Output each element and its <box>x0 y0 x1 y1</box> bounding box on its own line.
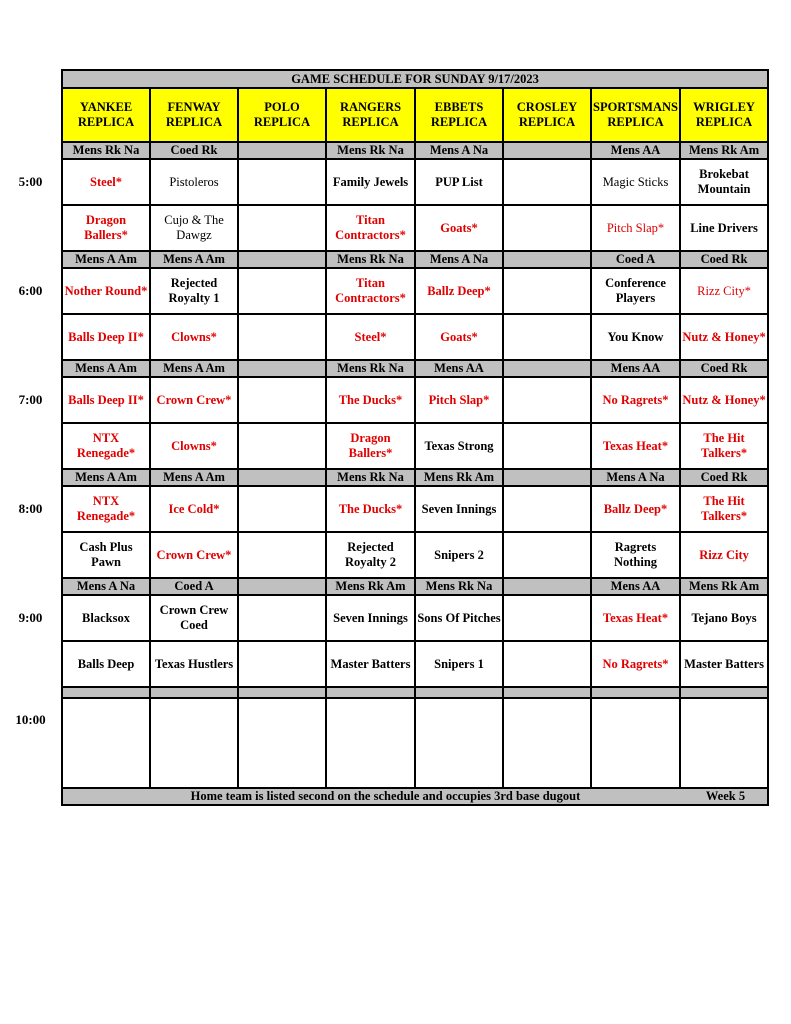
field-name: YANKEE <box>79 100 133 114</box>
field-header-ebbets <box>415 88 503 142</box>
division-row <box>62 251 768 268</box>
division-label: Coed Rk <box>150 142 238 159</box>
team-away: Nutz & Honey* <box>680 377 768 423</box>
time-label: 7:00 <box>18 392 43 407</box>
team-away: PUP List <box>415 159 503 205</box>
team-home: NTX Renegade* <box>62 423 150 469</box>
team-home: Texas Hustlers <box>150 641 238 687</box>
division-label <box>238 578 326 595</box>
division-row <box>62 360 768 377</box>
time-label: 5:00 <box>18 174 43 189</box>
empty-cell <box>238 268 326 314</box>
empty-cell <box>503 377 591 423</box>
game-row-away <box>62 595 768 641</box>
empty-cell <box>591 698 680 788</box>
team-away: The Hit Talkers* <box>680 486 768 532</box>
division-label <box>503 578 591 595</box>
title-row <box>62 70 768 88</box>
empty-cell <box>503 268 591 314</box>
division-label: Coed A <box>150 578 238 595</box>
time-label: 10:00 <box>15 712 46 727</box>
team-away: Crown Crew Coed <box>150 595 238 641</box>
division-label: Coed A <box>591 251 680 268</box>
division-label <box>238 687 326 698</box>
division-label <box>591 687 680 698</box>
division-row <box>62 578 768 595</box>
division-label: Mens Rk Am <box>415 469 503 486</box>
team-away: The Ducks* <box>326 486 415 532</box>
game-row-home <box>62 532 768 578</box>
team-home: Clowns* <box>150 314 238 360</box>
team-home: Dragon Ballers* <box>62 205 150 251</box>
team-home: Line Drivers <box>680 205 768 251</box>
empty-cell <box>503 159 591 205</box>
team-away: Pitch Slap* <box>415 377 503 423</box>
division-label: Mens Rk Am <box>680 142 768 159</box>
empty-cell <box>415 698 503 788</box>
team-away: Seven Innings <box>326 595 415 641</box>
division-label <box>326 687 415 698</box>
team-away: Nother Round* <box>62 268 150 314</box>
game-row-home <box>62 314 768 360</box>
team-home: Master Batters <box>680 641 768 687</box>
field-header-yankee <box>62 88 150 142</box>
team-home: Titan Contractors* <box>326 205 415 251</box>
team-away: Ice Cold* <box>150 486 238 532</box>
division-label: Mens Rk Na <box>326 469 415 486</box>
team-away: Seven Innings <box>415 486 503 532</box>
division-label: Coed Rk <box>680 469 768 486</box>
field-sub: REPLICA <box>165 115 223 129</box>
team-away: Magic Sticks <box>591 159 680 205</box>
field-sub: REPLICA <box>342 115 399 129</box>
empty-cell <box>503 205 591 251</box>
team-home: Goats* <box>415 314 503 360</box>
field-name: RANGERS <box>339 100 402 114</box>
field-header-polo <box>238 88 326 142</box>
team-home: Cujo & The Dawgz <box>150 205 238 251</box>
team-home: Balls Deep <box>62 641 150 687</box>
team-home: Cash Plus Pawn <box>62 532 150 578</box>
empty-cell <box>238 641 326 687</box>
game-row-home <box>62 641 768 687</box>
division-label: Mens Rk Am <box>326 578 415 595</box>
field-name: POLO <box>264 100 300 114</box>
team-away: No Ragrets* <box>591 377 680 423</box>
division-label: Mens Rk Am <box>680 578 768 595</box>
division-row <box>62 469 768 486</box>
team-away: Tejano Boys <box>680 595 768 641</box>
team-home: No Ragrets* <box>591 641 680 687</box>
team-home: Snipers 1 <box>415 641 503 687</box>
empty-cell <box>238 314 326 360</box>
field-header-crosley <box>503 88 591 142</box>
field-name: SPORTSMANS <box>593 100 678 114</box>
footer-cell <box>62 788 768 805</box>
division-label: Mens A Am <box>62 251 150 268</box>
team-away: Blacksox <box>62 595 150 641</box>
team-home: Goats* <box>415 205 503 251</box>
team-away: Brokebat Mountain <box>680 159 768 205</box>
game-row-away <box>62 377 768 423</box>
team-home: Texas Strong <box>415 423 503 469</box>
field-name: FENWAY <box>167 100 221 114</box>
field-header-rangers <box>326 88 415 142</box>
field-header-fenway <box>150 88 238 142</box>
division-label <box>503 687 591 698</box>
empty-cell <box>238 423 326 469</box>
team-home: Clowns* <box>150 423 238 469</box>
division-label <box>503 142 591 159</box>
division-label: Mens A Na <box>591 469 680 486</box>
division-label: Mens A Am <box>62 360 150 377</box>
team-home: Steel* <box>326 314 415 360</box>
team-away: Crown Crew* <box>150 377 238 423</box>
empty-cell <box>238 159 326 205</box>
game-row-home <box>62 423 768 469</box>
field-header-row <box>62 88 768 142</box>
empty-cell <box>503 314 591 360</box>
field-header-wrigley <box>680 88 768 142</box>
division-label: Mens A Na <box>415 251 503 268</box>
division-label: Coed Rk <box>680 360 768 377</box>
team-home: Master Batters <box>326 641 415 687</box>
division-label: Mens Rk Na <box>62 142 150 159</box>
division-label <box>150 687 238 698</box>
division-label: Mens AA <box>591 360 680 377</box>
time-label: 8:00 <box>18 501 43 516</box>
team-away: Sons Of Pitches <box>415 595 503 641</box>
team-away: Family Jewels <box>326 159 415 205</box>
division-row <box>62 687 768 698</box>
empty-cell <box>238 595 326 641</box>
empty-cell <box>503 532 591 578</box>
division-label: Mens A Am <box>62 469 150 486</box>
field-sub: REPLICA <box>430 115 488 129</box>
empty-cell <box>680 698 768 788</box>
team-away: Ballz Deep* <box>415 268 503 314</box>
division-label: Coed Rk <box>680 251 768 268</box>
division-label: Mens Rk Na <box>326 142 415 159</box>
empty-cell <box>150 698 238 788</box>
division-label <box>238 469 326 486</box>
division-label: Mens A Am <box>150 251 238 268</box>
empty-cell <box>238 486 326 532</box>
division-label: Mens Rk Na <box>415 578 503 595</box>
division-label <box>680 687 768 698</box>
division-label: Mens A Am <box>150 360 238 377</box>
team-home: Pitch Slap* <box>591 205 680 251</box>
empty-cell <box>503 595 591 641</box>
division-label: Mens A Am <box>150 469 238 486</box>
team-home: Texas Heat* <box>591 423 680 469</box>
team-away: Steel* <box>62 159 150 205</box>
empty-cell <box>238 205 326 251</box>
team-home: The Hit Talkers* <box>680 423 768 469</box>
team-away: Pistoleros <box>150 159 238 205</box>
division-label: Mens A Na <box>415 142 503 159</box>
division-label <box>503 251 591 268</box>
field-name: EBBETS <box>434 100 484 114</box>
empty-row <box>62 698 768 788</box>
game-row-home <box>62 205 768 251</box>
team-home: Rizz City <box>680 532 768 578</box>
field-name: WRIGLEY <box>693 100 755 114</box>
team-home: Crown Crew* <box>150 532 238 578</box>
division-label: Mens AA <box>591 578 680 595</box>
division-label <box>503 469 591 486</box>
team-home: Dragon Ballers* <box>326 423 415 469</box>
division-row <box>62 142 768 159</box>
team-away: Ballz Deep* <box>591 486 680 532</box>
team-home: You Know <box>591 314 680 360</box>
field-header-sportsmans <box>591 88 680 142</box>
division-label <box>238 360 326 377</box>
team-home: Rejected Royalty 2 <box>326 532 415 578</box>
schedule-table <box>61 69 769 806</box>
empty-cell <box>238 377 326 423</box>
empty-cell <box>503 698 591 788</box>
division-label: Mens AA <box>415 360 503 377</box>
field-sub: REPLICA <box>253 115 311 129</box>
empty-cell <box>238 532 326 578</box>
team-home: Ragrets Nothing <box>591 532 680 578</box>
field-sub: REPLICA <box>607 115 664 129</box>
empty-cell <box>326 698 415 788</box>
division-label <box>415 687 503 698</box>
field-sub: REPLICA <box>518 115 576 129</box>
schedule-title: GAME SCHEDULE FOR SUNDAY 9/17/2023 <box>62 70 768 88</box>
team-away: The Ducks* <box>326 377 415 423</box>
game-row-away <box>62 486 768 532</box>
empty-cell <box>503 641 591 687</box>
division-label: Mens A Na <box>62 578 150 595</box>
empty-cell <box>503 486 591 532</box>
field-sub: REPLICA <box>77 115 135 129</box>
field-sub: REPLICA <box>695 115 753 129</box>
footer-row <box>62 788 768 805</box>
team-home: Snipers 2 <box>415 532 503 578</box>
team-away: Conference Players <box>591 268 680 314</box>
team-away: Rejected Royalty 1 <box>150 268 238 314</box>
team-away: Texas Heat* <box>591 595 680 641</box>
field-name: CROSLEY <box>516 100 578 114</box>
game-row-away <box>62 159 768 205</box>
empty-cell <box>62 698 150 788</box>
week-label: Week 5 <box>705 789 746 803</box>
division-label: Mens Rk Na <box>326 360 415 377</box>
division-label <box>503 360 591 377</box>
footer-note: Home team is listed second on the schedule and occupies 3rd base dugout <box>190 789 581 803</box>
division-label <box>238 251 326 268</box>
team-away: Balls Deep II* <box>62 377 150 423</box>
team-away: Titan Contractors* <box>326 268 415 314</box>
game-row-away <box>62 268 768 314</box>
time-label: 6:00 <box>18 283 43 298</box>
division-label <box>62 687 150 698</box>
team-home: Nutz & Honey* <box>680 314 768 360</box>
team-away: Rizz City* <box>680 268 768 314</box>
division-label <box>238 142 326 159</box>
team-away: NTX Renegade* <box>62 486 150 532</box>
division-label: Mens AA <box>591 142 680 159</box>
empty-cell <box>503 423 591 469</box>
division-label: Mens Rk Na <box>326 251 415 268</box>
empty-cell <box>238 698 326 788</box>
time-label: 9:00 <box>18 610 43 625</box>
team-home: Balls Deep II* <box>62 314 150 360</box>
